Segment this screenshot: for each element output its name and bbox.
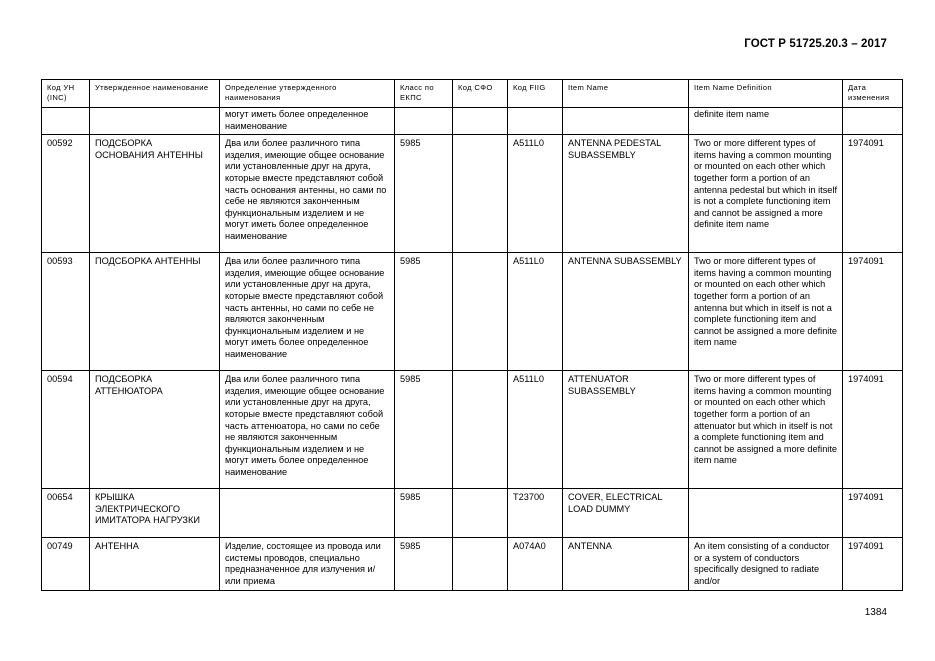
cell-item-name: ATTENUATOR SUBASSEMBLY — [563, 371, 689, 489]
cell-item-name: ANTENNA PEDESTAL SUBASSEMBLY — [563, 135, 689, 253]
header-item-name: Item Name — [563, 80, 689, 108]
cell-class: 5985 — [395, 253, 453, 371]
cell-date: 1974091 — [843, 253, 903, 371]
cell-fiig: A074A0 — [508, 538, 563, 590]
cell-sfo — [453, 538, 508, 590]
cell-inc: 00749 — [42, 538, 90, 590]
cell-fiig: T23700 — [508, 489, 563, 538]
cell-item-name — [563, 108, 689, 135]
header-sfo: Код СФО — [453, 80, 508, 108]
cell-name-ru: ПОДСБОРКА АТТЕНЮАТОРА — [90, 371, 220, 489]
cell-name-ru: АНТЕННА — [90, 538, 220, 590]
cell-fiig — [508, 108, 563, 135]
table-row — [42, 253, 903, 371]
header-definition-en: Item Name Definition — [689, 80, 843, 108]
cell-name-ru: ПОДСБОРКА ОСНОВАНИЯ АНТЕННЫ — [90, 135, 220, 253]
cell-item-name: ANTENNA SUBASSEMBLY — [563, 253, 689, 371]
cell-inc — [42, 108, 90, 135]
page-number: 1384 — [864, 607, 887, 618]
cell-class — [395, 108, 453, 135]
cell-definition-ru: Два или более различного типа изделия, имеющие общее основание или установленные друг на друга, которые вместе представляют собой часть антенны, но сами по себе не являются законченным функциональным изделием и не могут иметь более определенное наименование — [220, 253, 395, 371]
cell-inc: 00654 — [42, 489, 90, 538]
cell-definition-en — [689, 489, 843, 538]
cell-sfo — [453, 371, 508, 489]
cell-sfo — [453, 253, 508, 371]
table-header-row — [42, 80, 903, 108]
table-row — [42, 489, 903, 538]
cell-inc: 00594 — [42, 371, 90, 489]
header-class: Класс по ЕКПС — [395, 80, 453, 108]
header-date: Дата изменения — [843, 80, 903, 108]
header-fiig: Код FIIG — [508, 80, 563, 108]
cell-definition-en: Two or more different types of items having a common mounting or mounted on each other which together form a portion of an antenna but which in itself is not a complete functioning item and cannot be assigned a more definite item name — [689, 253, 843, 371]
cell-name-ru — [90, 108, 220, 135]
cell-item-name: ANTENNA — [563, 538, 689, 590]
cell-name-ru: ПОДСБОРКА АНТЕННЫ — [90, 253, 220, 371]
header-inc: Код УН (INC) — [42, 80, 90, 108]
cell-date: 1974091 — [843, 538, 903, 590]
cell-fiig: A511L0 — [508, 253, 563, 371]
cell-definition-en: An item consisting of a conductor or a system of conductors specifically designed to radiate and/or — [689, 538, 843, 590]
table-row-continuation — [42, 108, 903, 135]
cell-inc: 00592 — [42, 135, 90, 253]
cell-class: 5985 — [395, 371, 453, 489]
cell-inc: 00593 — [42, 253, 90, 371]
cell-definition-ru: Два или более различного типа изделия, имеющие общее основание или установленные друг на друга, которые вместе представляют собой часть основания антенны, но сами по себе не являются законченным функциональным изделием и не могут иметь более определенное наименование — [220, 135, 395, 253]
table-row — [42, 135, 903, 253]
cell-sfo — [453, 108, 508, 135]
cell-date: 1974091 — [843, 371, 903, 489]
cell-definition-ru: Два или более различного типа изделия, имеющие общее основание или установленные друг на друга, которые вместе представляют собой часть аттенюатора, но сами по себе не являются законченным функциональным изделием и не могут иметь более определенное наименование — [220, 371, 395, 489]
cell-definition-ru: могут иметь более определенное наименование — [220, 108, 395, 135]
cell-fiig: A511L0 — [508, 371, 563, 489]
cell-definition-ru: Изделие, состоящее из провода или системы проводов, специально предназначенное для излучения и/или приема — [220, 538, 395, 590]
cell-sfo — [453, 489, 508, 538]
cell-item-name: COVER, ELECTRICAL LOAD DUMMY — [563, 489, 689, 538]
cell-definition-en: Two or more different types of items having a common mounting or mounted on each other which together form a portion of an antenna pedestal but which in itself is not a complete functioning item and cannot be assigned a more definite item name — [689, 135, 843, 253]
cell-definition-en: Two or more different types of items having a common mounting or mounted on each other which together form a portion of an attenuator but which in itself is not a complete functioning item and cannot be assigned a more definite item name — [689, 371, 843, 489]
cell-class: 5985 — [395, 538, 453, 590]
cell-date: 1974091 — [843, 489, 903, 538]
cell-class: 5985 — [395, 489, 453, 538]
cell-definition-en: definite item name — [689, 108, 843, 135]
cell-name-ru: КРЫШКА ЭЛЕКТРИЧЕСКОГО ИМИТАТОРА НАГРУЗКИ — [90, 489, 220, 538]
cell-definition-ru — [220, 489, 395, 538]
header-name-ru: Утвержденное наименование — [90, 80, 220, 108]
item-names-table — [41, 79, 903, 591]
header-definition-ru: Определение утвержденного наименования — [220, 80, 395, 108]
table-row — [42, 538, 903, 590]
cell-date — [843, 108, 903, 135]
cell-fiig: A511L0 — [508, 135, 563, 253]
table-row — [42, 371, 903, 489]
cell-class: 5985 — [395, 135, 453, 253]
cell-date: 1974091 — [843, 135, 903, 253]
cell-sfo — [453, 135, 508, 253]
document-standard-header: ГОСТ Р 51725.20.3 – 2017 — [744, 38, 887, 50]
